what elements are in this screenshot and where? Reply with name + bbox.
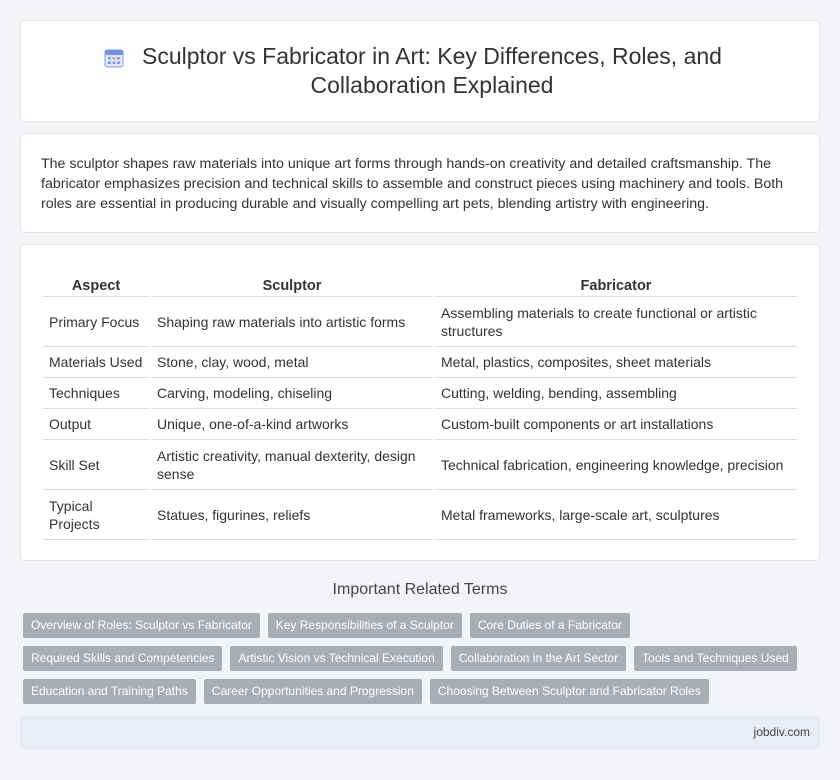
table-cell: Skill Set — [43, 440, 149, 490]
tag-row — [23, 646, 823, 671]
table-cell: Unique, one-of-a-kind artworks — [151, 409, 433, 440]
related-term-tag[interactable]: Key Responsibilities of a Sculptor — [268, 613, 462, 638]
related-term-tag[interactable]: Education and Training Paths — [23, 679, 196, 704]
table-cell: Cutting, welding, bending, assembling — [435, 378, 797, 409]
header-aspect: Aspect — [43, 273, 149, 297]
table-cell: Carving, modeling, chiseling — [151, 378, 433, 409]
related-term-tag[interactable]: Tools and Techniques Used — [634, 646, 797, 671]
header-sculptor: Sculptor — [151, 273, 433, 297]
comparison-table-card — [20, 244, 820, 561]
intro-card — [20, 133, 820, 233]
table-cell: Typical Projects — [43, 490, 149, 540]
header-card — [20, 20, 820, 122]
page-title: Sculptor vs Fabricator in Art: Key Differences, Roles, and Collaboration Explained — [142, 43, 722, 98]
intro-text: The sculptor shapes raw materials into unique art forms through hands-on creativity and detailed craftsmanship. The fabricator emphasizes precision and technical skills to assemble and construct pieces using machinery and tools. Both roles are essential in producing durable and visually compelling art pets, blending artistry with engineering. — [41, 156, 784, 212]
header-fabricator: Fabricator — [435, 273, 797, 297]
related-term-tag[interactable]: Overview of Roles: Sculptor vs Fabricator — [23, 613, 260, 638]
related-terms-tags — [23, 613, 823, 712]
tag-row — [23, 613, 823, 638]
table-cell: Materials Used — [43, 347, 149, 378]
comparison-table — [41, 273, 799, 540]
table-row — [43, 490, 797, 540]
footer-site-link[interactable]: jobdiv.com — [753, 725, 810, 739]
table-cell: Statues, figurines, reliefs — [151, 490, 433, 540]
related-term-tag[interactable]: Collaboration in the Art Sector — [451, 646, 626, 671]
related-term-tag[interactable]: Core Duties of a Fabricator — [470, 613, 630, 638]
table-row — [43, 378, 797, 409]
footer — [20, 716, 820, 749]
related-term-tag[interactable]: Artistic Vision vs Technical Execution — [230, 646, 442, 671]
table-cell: Assembling materials to create functional or artistic structures — [435, 297, 797, 347]
table-cell: Stone, clay, wood, metal — [151, 347, 433, 378]
related-term-tag[interactable]: Career Opportunities and Progression — [204, 679, 422, 704]
related-term-tag[interactable]: Choosing Between Sculptor and Fabricator Roles — [430, 679, 709, 704]
calendar-grid-icon — [103, 47, 125, 69]
table-cell: Technical fabrication, engineering knowledge, precision — [435, 440, 797, 490]
table-cell: Artistic creativity, manual dexterity, design sense — [151, 440, 433, 490]
table-cell: Metal, plastics, composites, sheet materials — [435, 347, 797, 378]
related-terms-title: Important Related Terms — [332, 581, 508, 598]
table-row — [43, 440, 797, 490]
table-row — [43, 297, 797, 347]
table-header-row — [43, 273, 797, 297]
table-cell: Metal frameworks, large-scale art, sculptures — [435, 490, 797, 540]
table-cell: Custom-built components or art installations — [435, 409, 797, 440]
table-cell: Techniques — [43, 378, 149, 409]
table-row — [43, 347, 797, 378]
related-term-tag[interactable]: Required Skills and Competencies — [23, 646, 222, 671]
table-row — [43, 409, 797, 440]
tag-row — [23, 679, 823, 704]
table-cell: Shaping raw materials into artistic forms — [151, 297, 433, 347]
table-cell: Output — [43, 409, 149, 440]
table-cell: Primary Focus — [43, 297, 149, 347]
